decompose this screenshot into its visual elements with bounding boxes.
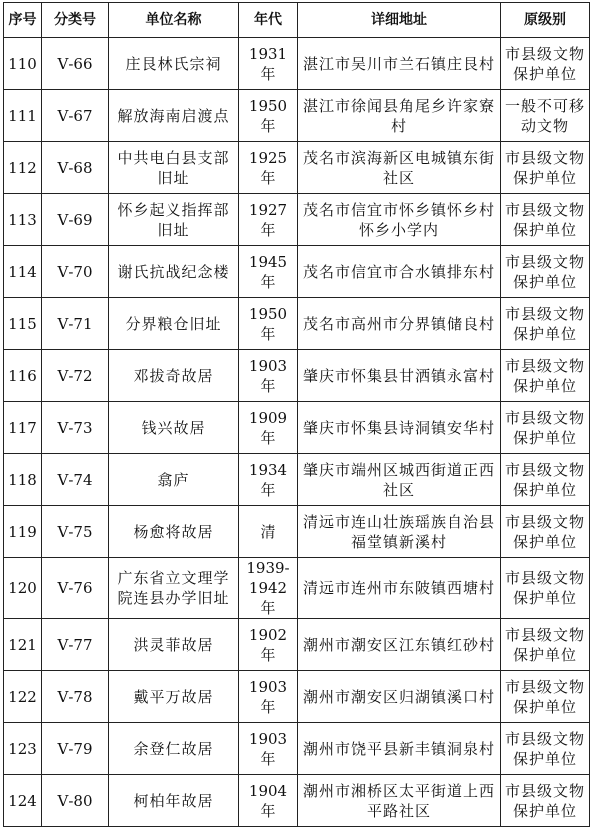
cell-unit-name: 柯柏年故居 xyxy=(109,775,239,827)
cell-level: 市县级文物保护单位 xyxy=(501,454,590,506)
table-row xyxy=(4,454,590,506)
cell-unit-name: 解放海南启渡点 xyxy=(109,90,239,142)
cell-unit-name: 分界粮仓旧址 xyxy=(109,298,239,350)
cell-unit-name: 广东省立文理学院连县办学旧址 xyxy=(109,558,239,619)
cell-seq: 113 xyxy=(4,194,42,246)
cell-address: 潮州市潮安区江东镇红砂村 xyxy=(298,619,501,671)
cell-unit-name: 钱兴故居 xyxy=(109,402,239,454)
cell-era: 1925 年 xyxy=(239,142,298,194)
header-class-code: 分类号 xyxy=(42,3,109,38)
table-header-row xyxy=(4,3,590,38)
cell-address: 茂名市高州市分界镇储良村 xyxy=(298,298,501,350)
cell-address: 清远市连州市东陂镇西塘村 xyxy=(298,558,501,619)
table-row xyxy=(4,723,590,775)
cell-seq: 110 xyxy=(4,38,42,90)
cell-seq: 123 xyxy=(4,723,42,775)
cell-level: 市县级文物保护单位 xyxy=(501,246,590,298)
cell-level: 一般不可移动文物 xyxy=(501,90,590,142)
cell-seq: 117 xyxy=(4,402,42,454)
cell-level: 市县级文物保护单位 xyxy=(501,775,590,827)
cell-era: 1909 年 xyxy=(239,402,298,454)
table-row xyxy=(4,246,590,298)
table-row xyxy=(4,142,590,194)
table-row xyxy=(4,402,590,454)
cell-level: 市县级文物保护单位 xyxy=(501,38,590,90)
cell-seq: 112 xyxy=(4,142,42,194)
cell-era: 1939-1942 年 xyxy=(239,558,298,619)
cell-class-code: Ⅴ-80 xyxy=(42,775,109,827)
cell-unit-name: 洪灵菲故居 xyxy=(109,619,239,671)
cell-era: 1950 年 xyxy=(239,90,298,142)
cell-address: 茂名市信宜市合水镇排东村 xyxy=(298,246,501,298)
cell-seq: 120 xyxy=(4,558,42,619)
table-row xyxy=(4,558,590,619)
cell-class-code: Ⅴ-69 xyxy=(42,194,109,246)
cell-level: 市县级文物保护单位 xyxy=(501,194,590,246)
cell-seq: 116 xyxy=(4,350,42,402)
cell-class-code: Ⅴ-73 xyxy=(42,402,109,454)
cell-class-code: Ⅴ-79 xyxy=(42,723,109,775)
cell-unit-name: 庄艮林氏宗祠 xyxy=(109,38,239,90)
table-row xyxy=(4,90,590,142)
cell-era: 1931 年 xyxy=(239,38,298,90)
cell-era: 1903 年 xyxy=(239,350,298,402)
cell-era: 1934 年 xyxy=(239,454,298,506)
cell-level: 市县级文物保护单位 xyxy=(501,402,590,454)
cell-class-code: Ⅴ-74 xyxy=(42,454,109,506)
cell-class-code: Ⅴ-78 xyxy=(42,671,109,723)
cell-level: 市县级文物保护单位 xyxy=(501,298,590,350)
cell-era: 1903 年 xyxy=(239,723,298,775)
cell-seq: 114 xyxy=(4,246,42,298)
cell-seq: 124 xyxy=(4,775,42,827)
cell-era: 1950 年 xyxy=(239,298,298,350)
header-address: 详细地址 xyxy=(298,3,501,38)
cell-seq: 122 xyxy=(4,671,42,723)
table-row xyxy=(4,298,590,350)
cell-class-code: Ⅴ-76 xyxy=(42,558,109,619)
cell-unit-name: 戴平万故居 xyxy=(109,671,239,723)
cell-seq: 121 xyxy=(4,619,42,671)
cell-seq: 119 xyxy=(4,506,42,558)
cell-unit-name: 翕庐 xyxy=(109,454,239,506)
cell-level: 市县级文物保护单位 xyxy=(501,671,590,723)
header-era: 年代 xyxy=(239,3,298,38)
cell-address: 湛江市吴川市兰石镇庄艮村 xyxy=(298,38,501,90)
cell-class-code: Ⅴ-70 xyxy=(42,246,109,298)
table-row xyxy=(4,506,590,558)
cell-address: 潮州市潮安区归湖镇溪口村 xyxy=(298,671,501,723)
heritage-table xyxy=(3,2,590,827)
cell-address: 肇庆市端州区城西街道正西社区 xyxy=(298,454,501,506)
cell-address: 肇庆市怀集县诗洞镇安华村 xyxy=(298,402,501,454)
table-row xyxy=(4,194,590,246)
cell-class-code: Ⅴ-71 xyxy=(42,298,109,350)
cell-class-code: Ⅴ-66 xyxy=(42,38,109,90)
cell-level: 市县级文物保护单位 xyxy=(501,723,590,775)
cell-unit-name: 余登仁故居 xyxy=(109,723,239,775)
cell-level: 市县级文物保护单位 xyxy=(501,506,590,558)
cell-address: 潮州市饶平县新丰镇洞泉村 xyxy=(298,723,501,775)
cell-seq: 118 xyxy=(4,454,42,506)
cell-seq: 111 xyxy=(4,90,42,142)
cell-era: 1902 年 xyxy=(239,619,298,671)
cell-era: 1945 年 xyxy=(239,246,298,298)
table-row xyxy=(4,350,590,402)
cell-class-code: Ⅴ-67 xyxy=(42,90,109,142)
cell-unit-name: 中共电白县支部旧址 xyxy=(109,142,239,194)
header-level: 原级别 xyxy=(501,3,590,38)
cell-address: 清远市连山壮族瑶族自治县福堂镇新溪村 xyxy=(298,506,501,558)
table-row xyxy=(4,775,590,827)
cell-class-code: Ⅴ-77 xyxy=(42,619,109,671)
cell-address: 茂名市信宜市怀乡镇怀乡村怀乡小学内 xyxy=(298,194,501,246)
cell-address: 肇庆市怀集县甘洒镇永富村 xyxy=(298,350,501,402)
cell-level: 市县级文物保护单位 xyxy=(501,619,590,671)
table-row xyxy=(4,38,590,90)
cell-class-code: Ⅴ-72 xyxy=(42,350,109,402)
cell-address: 茂名市滨海新区电城镇东街社区 xyxy=(298,142,501,194)
cell-unit-name: 邓拔奇故居 xyxy=(109,350,239,402)
cell-level: 市县级文物保护单位 xyxy=(501,142,590,194)
cell-seq: 115 xyxy=(4,298,42,350)
cell-era: 清 xyxy=(239,506,298,558)
cell-address: 湛江市徐闻县角尾乡许家寮村 xyxy=(298,90,501,142)
header-seq: 序号 xyxy=(4,3,42,38)
cell-era: 1903 年 xyxy=(239,671,298,723)
cell-class-code: Ⅴ-68 xyxy=(42,142,109,194)
cell-era: 1927 年 xyxy=(239,194,298,246)
cell-address: 潮州市湘桥区太平街道上西平路社区 xyxy=(298,775,501,827)
cell-level: 市县级文物保护单位 xyxy=(501,350,590,402)
cell-unit-name: 谢氏抗战纪念楼 xyxy=(109,246,239,298)
header-unit-name: 单位名称 xyxy=(109,3,239,38)
cell-class-code: Ⅴ-75 xyxy=(42,506,109,558)
cell-era: 1904 年 xyxy=(239,775,298,827)
cell-unit-name: 杨愈将故居 xyxy=(109,506,239,558)
cell-unit-name: 怀乡起义指挥部旧址 xyxy=(109,194,239,246)
cell-level: 市县级文物保护单位 xyxy=(501,558,590,619)
table-row xyxy=(4,619,590,671)
table-row xyxy=(4,671,590,723)
